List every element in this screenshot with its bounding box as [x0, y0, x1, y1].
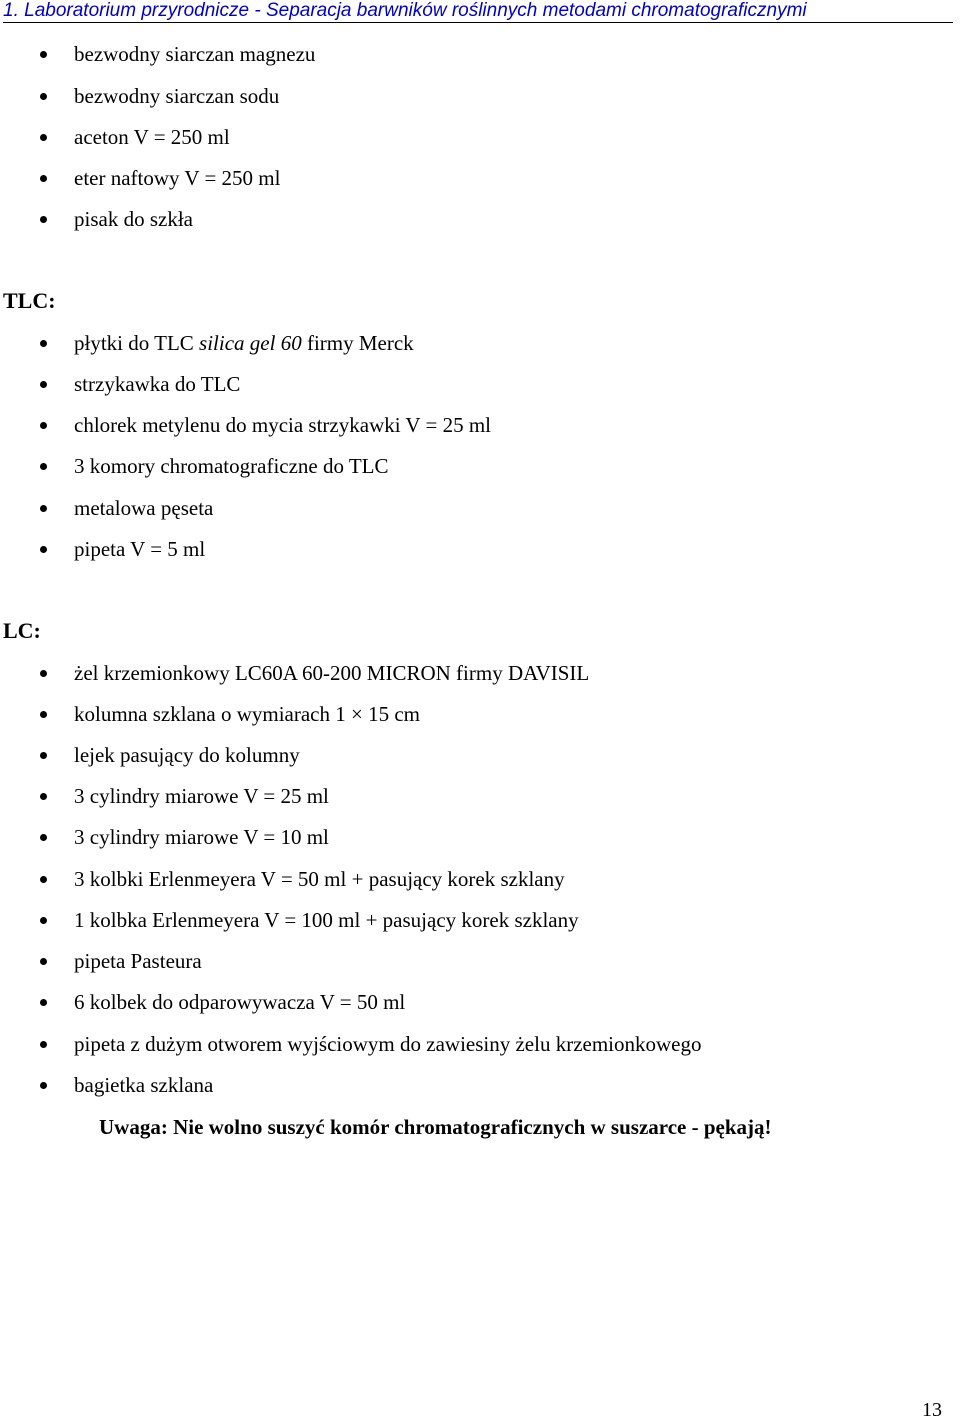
bullet-icon: [40, 175, 47, 182]
bullet-icon: [40, 876, 47, 883]
list-item-text: pisak do szkła: [74, 207, 193, 231]
list-item-text: bezwodny siarczan sodu: [74, 84, 280, 108]
bullet-icon: [40, 793, 47, 800]
bullet-icon: [40, 51, 47, 58]
bullet-icon: [40, 216, 47, 223]
bullet-icon: [40, 1082, 47, 1089]
section-heading-lc: LC:: [3, 618, 41, 643]
bullet-icon: [40, 999, 47, 1006]
list-item-text: 6 kolbek do odparowywacza V = 50 ml: [74, 990, 406, 1014]
bullet-icon: [40, 340, 47, 347]
page-number: 13: [922, 1399, 942, 1421]
bullet-icon: [40, 670, 47, 677]
list-item-text: lejek pasujący do kolumny: [74, 743, 300, 767]
list-item-text: 3 cylindry miarowe V = 25 ml: [74, 784, 329, 808]
list-item-text: eter naftowy V = 250 ml: [74, 166, 281, 190]
bullet-icon: [40, 834, 47, 841]
list-item-text: 3 komory chromatograficzne do TLC: [74, 454, 389, 478]
page-header-title: 1. Laboratorium przyrodnicze - Separacja barwników roślinnych metodami chromatograficznymi: [3, 0, 953, 23]
list-item-text: pipeta z dużym otworem wyjściowym do zawiesiny żelu krzemionkowego: [74, 1032, 702, 1056]
list-item-text: bagietka szklana: [74, 1073, 214, 1097]
list-item-text-prefix: płytki do TLC: [74, 331, 200, 355]
section-heading-tlc: TLC:: [3, 288, 56, 313]
list-item-text-suffix: firmy Merck: [301, 331, 414, 355]
bullet-icon: [40, 917, 47, 924]
list-item-text: 3 cylindry miarowe V = 10 ml: [74, 825, 329, 849]
list-item-text: żel krzemionkowy LC60A 60-200 MICRON firmy DAVISIL: [74, 661, 590, 685]
bullet-icon: [40, 93, 47, 100]
list-item-text: strzykawka do TLC: [74, 372, 241, 396]
list-item-text-italic: silica gel 60: [199, 331, 302, 355]
list-item-text: kolumna szklana o wymiarach 1 × 15 cm: [74, 702, 420, 726]
bullet-icon: [40, 505, 47, 512]
list-item-text: chlorek metylenu do mycia strzykawki V = 25 ml: [74, 413, 491, 437]
bullet-icon: [40, 422, 47, 429]
bullet-icon: [40, 134, 47, 141]
bullet-icon: [40, 711, 47, 718]
bullet-icon: [40, 381, 47, 388]
list-item-text: metalowa pęseta: [74, 496, 214, 520]
list-item-text: 3 kolbki Erlenmeyera V = 50 ml + pasujący korek szklany: [74, 867, 565, 891]
list-item-text: 1 kolbka Erlenmeyera V = 100 ml + pasujący korek szklany: [74, 908, 579, 932]
bullet-icon: [40, 1041, 47, 1048]
bullet-icon: [40, 463, 47, 470]
bullet-icon: [40, 752, 47, 759]
list-item-text: aceton V = 250 ml: [74, 125, 230, 149]
warning-note: Uwaga: Nie wolno suszyć komór chromatograficznych w suszarce - pękają!: [99, 1115, 772, 1139]
list-item-text: pipeta V = 5 ml: [74, 537, 206, 561]
list-item-text: pipeta Pasteura: [74, 949, 202, 973]
list-item-text: bezwodny siarczan magnezu: [74, 42, 316, 66]
bullet-icon: [40, 958, 47, 965]
list-item-text: [74, 329, 414, 357]
bullet-icon: [40, 546, 47, 553]
